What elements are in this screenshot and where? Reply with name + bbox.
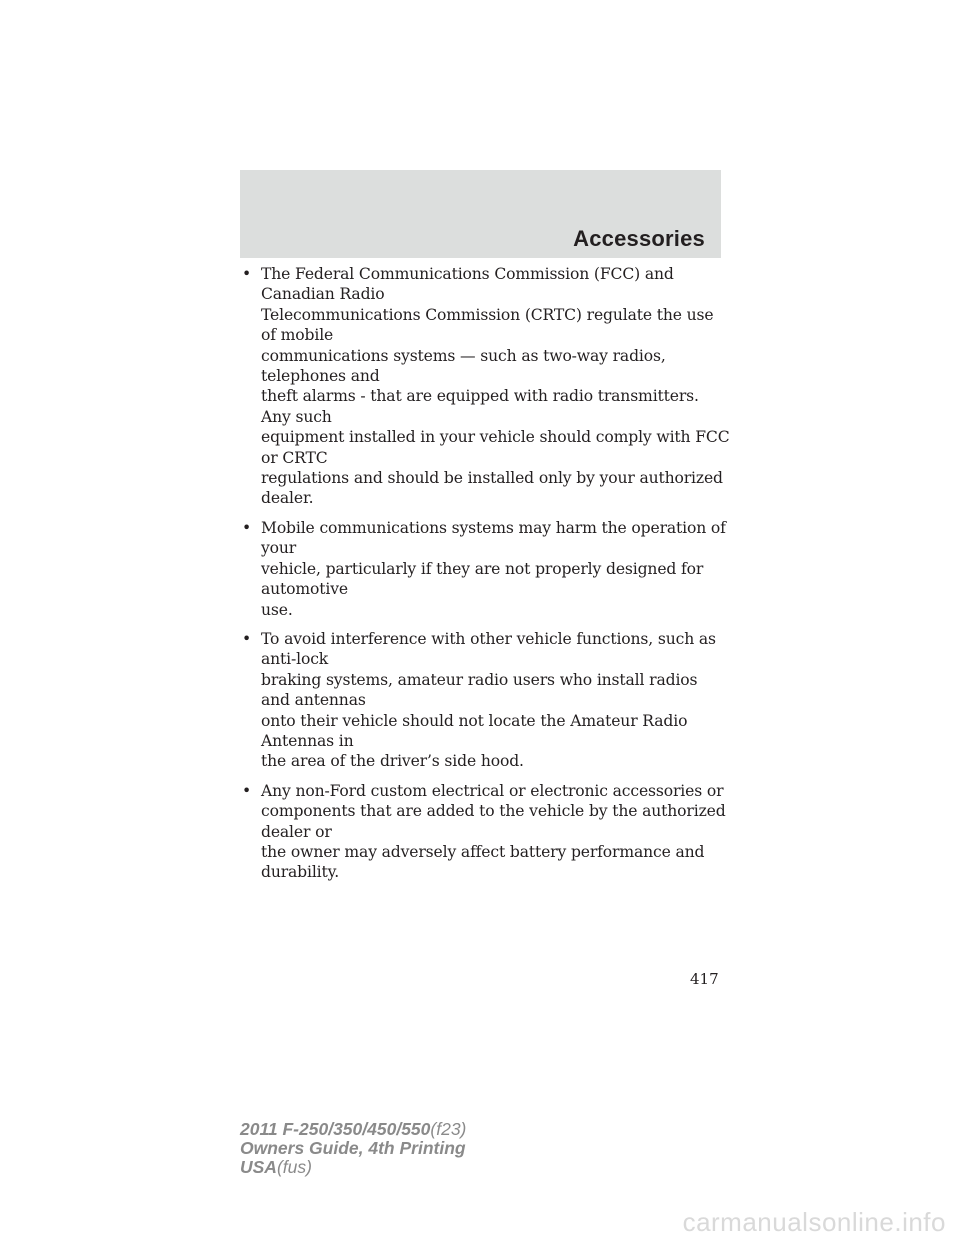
- watermark-text: carmanualsonline.info: [682, 1207, 946, 1237]
- footer-line-guide: [240, 1139, 466, 1158]
- text-line: components that are added to the vehicle by the authorized dealer or: [261, 802, 726, 841]
- text-line: theft alarms - that are equipped with radio transmitters. Any such: [261, 387, 699, 426]
- text-line: use.: [261, 600, 293, 619]
- footer-model-code: (f23): [430, 1119, 467, 1139]
- bullet-icon: •: [242, 629, 252, 648]
- bullet-item-non-ford-accessories: [240, 781, 730, 883]
- text-line: Any non-Ford custom electrical or electronic accessories or: [261, 781, 724, 800]
- footer-guide: Owners Guide, 4th Printing: [240, 1138, 466, 1158]
- text-line: regulations and should be installed only by your authorized dealer.: [261, 469, 723, 508]
- bullet-icon: •: [242, 265, 252, 283]
- bullet-icon: •: [242, 518, 252, 537]
- bullet-item-mobile-systems: [240, 518, 730, 620]
- bullet-item-interference: [240, 629, 730, 772]
- text-line: the area of the driver’s side hood.: [261, 752, 524, 771]
- text-line: communications systems — such as two-way radios, telephones and: [261, 346, 666, 386]
- text-line: To avoid interference with other vehicle functions, such as anti-lock: [261, 629, 716, 669]
- page-number: 417: [690, 970, 719, 988]
- footer-market-code: (fus): [276, 1157, 312, 1177]
- footer-market: USA: [240, 1157, 277, 1177]
- text-line: onto their vehicle should not locate the Amateur Radio Antennas in: [261, 711, 688, 750]
- section-header-band: [240, 170, 721, 258]
- footer-model: 2011 F-250/350/450/550: [240, 1119, 431, 1139]
- bullet-icon: •: [242, 781, 252, 800]
- section-title: Accessories: [573, 226, 705, 251]
- text-line: vehicle, particularly if they are not properly designed for automotive: [261, 559, 704, 599]
- text-line: braking systems, amateur radio users who install radios and antennas: [261, 670, 698, 710]
- text-line: the owner may adversely affect battery performance and durability.: [261, 842, 705, 882]
- footer-line-model: [240, 1120, 466, 1139]
- document-footer: [240, 1120, 466, 1177]
- footer-line-market: [240, 1158, 466, 1177]
- text-line: equipment installed in your vehicle should comply with FCC or CRTC: [261, 428, 730, 467]
- text-line: Mobile communications systems may harm the operation of your: [261, 518, 726, 558]
- bullet-item-fcc: [240, 264, 730, 509]
- text-line: The Federal Communications Commission (FCC) and Canadian Radio: [261, 265, 674, 304]
- bullet-list: [240, 264, 730, 892]
- text-line: Telecommunications Commission (CRTC) regulate the use of mobile: [261, 305, 714, 345]
